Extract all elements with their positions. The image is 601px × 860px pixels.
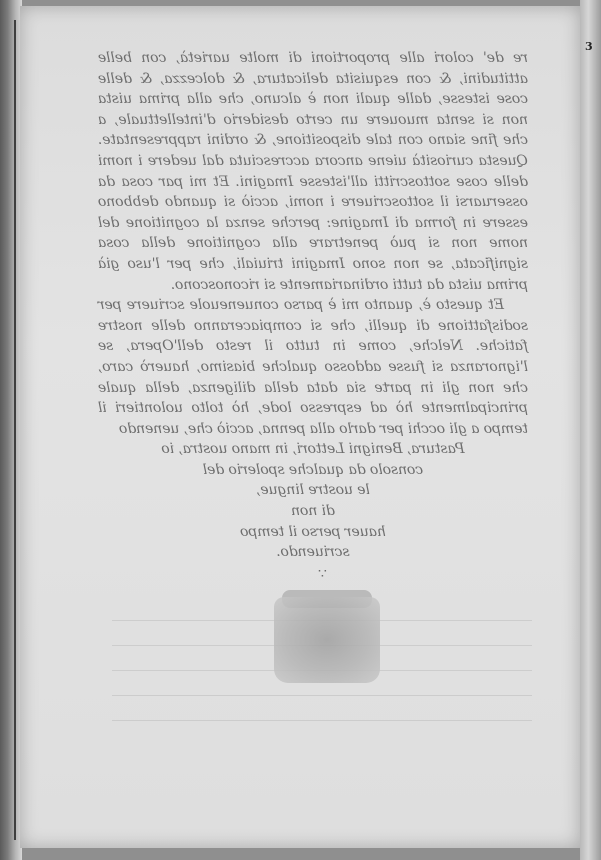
closing-line: scriuendo. bbox=[276, 544, 350, 561]
tailpiece-ornament bbox=[274, 597, 380, 683]
book-binding bbox=[0, 0, 22, 860]
closing-line: consolo da qualche spolerio del bbox=[202, 461, 424, 478]
closing-line: di non bbox=[291, 503, 335, 520]
bleed-through-line bbox=[112, 695, 532, 696]
closing-line: Pastura, Benigni Lettori, in mano uostra, io bbox=[161, 441, 465, 458]
paragraph: re de' colori alle proportioni di molte uarietà, con belle attitudini, & con esquisita delicatura, & dolcezza, & delle cose istesse, dalle quali non è alcuno, che alla prima uista non si senta muouere un certo desiderio d'intellettuale, a che fine siano con tale dispositione, & ordini rappresentate. Questa curiosità uiene ancora accresciuta dal uedere i nomi delle cose sottoscritti all'istesse Imagini. Et mi par cosa da osseruarsi il sottoscriuere i nomi, acciò si quando debbono essere in forma di Imagine: perche senza la cognitione del nome non si può penetrare alla cognitione della cosa significata, se non sono Imagini triuiali, che per l'uso già prima uista da tutti ordinariamente si riconoscono. bbox=[98, 50, 528, 293]
edge-page-number: 3 bbox=[585, 40, 593, 53]
mirrored-page-text bbox=[98, 48, 528, 563]
binding-edge-line bbox=[14, 20, 16, 840]
closing-line: hauer perso il tempo bbox=[240, 523, 386, 540]
bleed-through-line bbox=[112, 720, 532, 721]
closing-line: le uostre lingue, bbox=[256, 482, 370, 499]
facing-page-edge bbox=[580, 0, 601, 860]
closing-block bbox=[98, 439, 528, 563]
ornament-dots: ∵ bbox=[318, 566, 327, 582]
paragraph: Et questo è, quanto mi è parso conueneuole scriuere per sodisfattione di quelli, che si compiaceranno delle nostre fatiche. Nelche, come in tutto il resto dell'Opera, se l'ignoranza si fusse addosso qualche biasimo, hauerò caro, che non gli in parte sia data della diligenza, della quale principalmente hò ad espresso lode, hò tolto uolontieri il tempo a gli occhi per darlo alla penna, acciò che, uenendo bbox=[98, 297, 528, 437]
